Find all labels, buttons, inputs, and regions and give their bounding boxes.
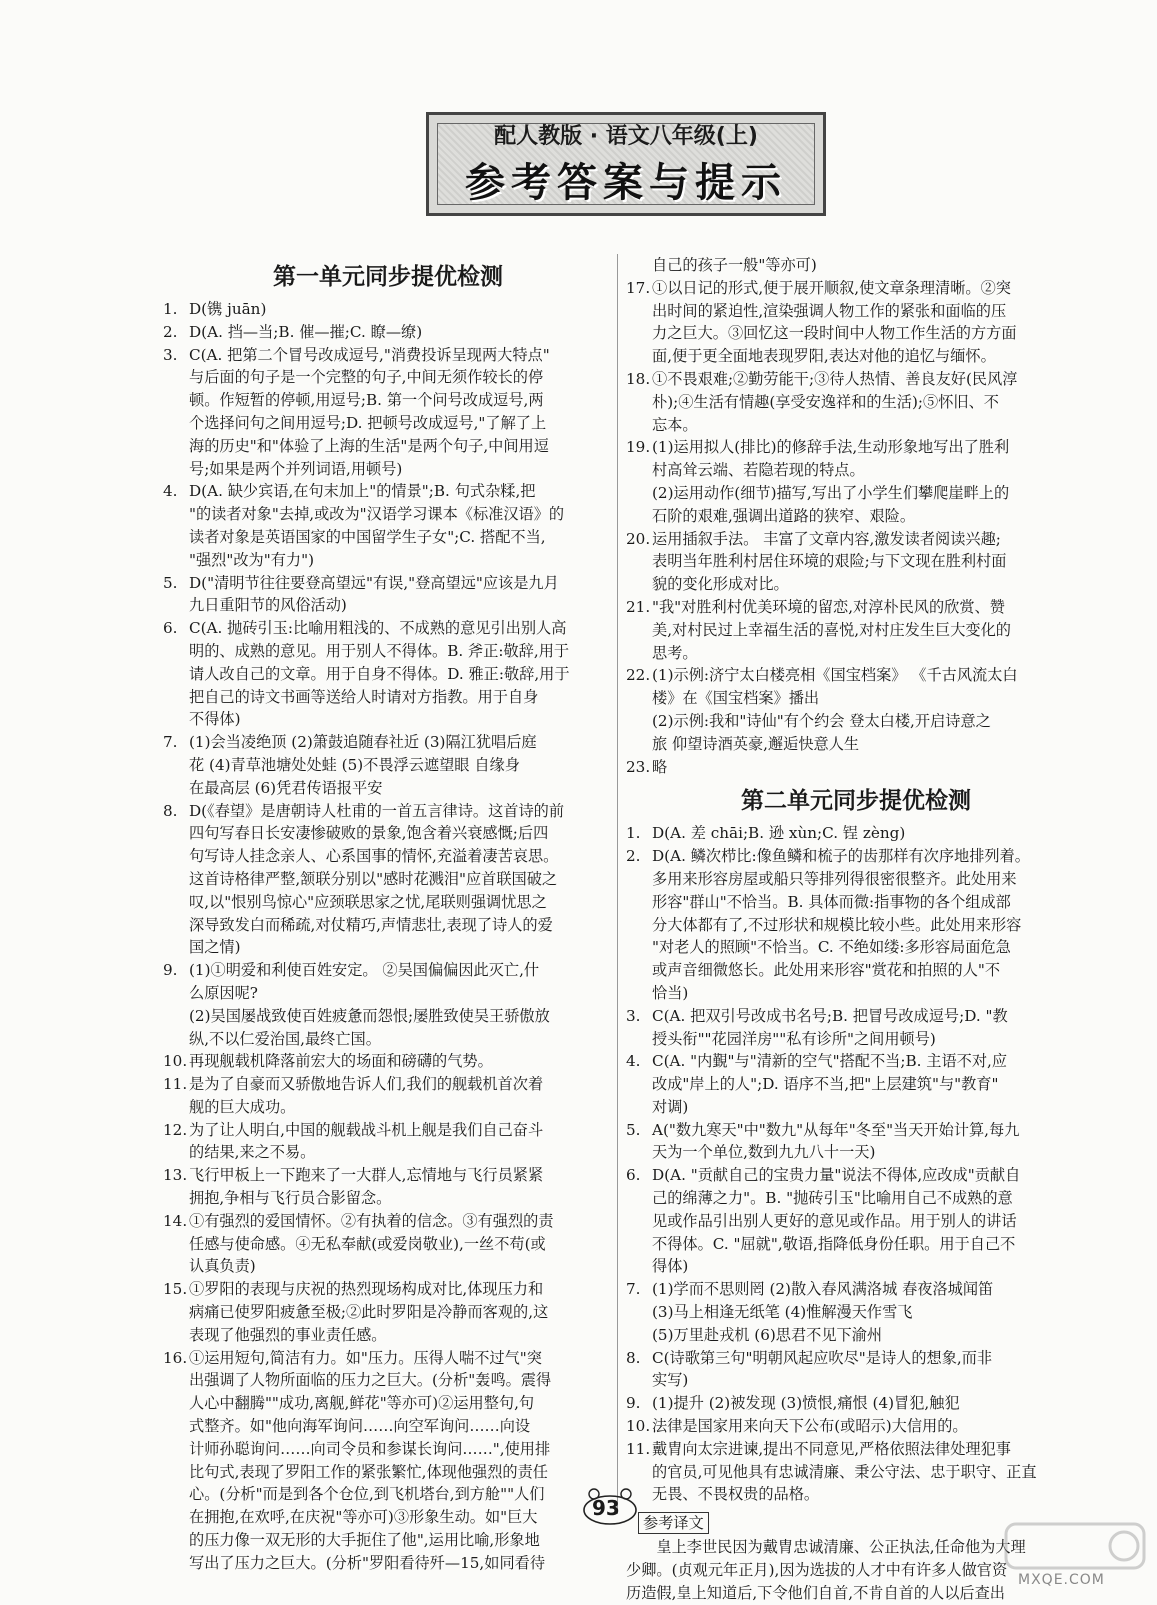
answer-item	[163, 1119, 613, 1165]
answer-number: 10.	[626, 1417, 651, 1436]
answer-text: ①以日记的形式,便于展开顺叙,使文章条理清晰。②突 出时间的紧迫性,渲染强调人物工作的紧张和面临的压 力之巨大。③回忆这一段时间中人物工作生活的方方面 面,便于更全面地表现罗阳,表达对他的追忆与缅怀。	[652, 278, 1017, 366]
answer-number: 14.	[163, 1211, 188, 1230]
answer-number: 12.	[163, 1120, 188, 1139]
answer-text: (1)①明爱和利使百姓安定。 ②吴国偏偏因此灭亡,什 么原因呢? (2)吴国屡战致使百姓疲惫而怨恨;屡胜致使吴王骄傲放 纵,不以仁爱治国,最终亡国。	[189, 961, 550, 1048]
answer-text: 为了让人明白,中国的舰载战斗机上舰是我们自己奋斗 的结果,来之不易。	[189, 1120, 544, 1162]
answer-item	[626, 528, 1086, 596]
answer-text: ①有强烈的爱国情怀。②有执着的信念。③有强烈的责 任感与使命感。④无私奉献(或爱岗敬业),一丝不苟(或 认真负责)	[189, 1211, 554, 1276]
answer-item	[626, 1005, 1086, 1051]
answer-item	[163, 344, 613, 481]
section-title-unit-2: 第二单元同步提优检测	[741, 788, 971, 815]
answer-item	[163, 1347, 613, 1575]
section-title-unit-1: 第一单元同步提优检测	[273, 264, 503, 290]
answer-text: D(镌 juān)	[189, 300, 267, 318]
answer-item	[626, 1392, 1086, 1415]
answer-number: 3.	[626, 1006, 641, 1025]
answer-number: 17.	[626, 278, 651, 297]
answer-text: A("数九寒天"中"数九"从每年"冬至"当天开始计算,每九 天为一个单位,数到九九八十一天)	[652, 1120, 1020, 1162]
answer-item	[626, 1438, 1086, 1506]
edition-subtitle: 配人教版 · 语文八年级(上)	[494, 124, 758, 149]
answer-item	[626, 1415, 1086, 1438]
answer-item	[626, 845, 1086, 1005]
answer-item	[163, 731, 613, 799]
answer-list-unit-1-cont	[626, 277, 1086, 779]
answer-text: (1)运用拟人(排比)的修辞手法,生动形象地写出了胜利 村高耸云端、若隐若现的特点。 (2)运用动作(细节)描写,写出了小学生们攀爬崖畔上的 石阶的艰难,强调出道路的狭窄、艰险。	[652, 438, 1010, 525]
left-column	[163, 254, 613, 1575]
answer-item	[163, 1210, 613, 1278]
answer-text: C(A. 把第二个冒号改成逗号,"消费投诉呈现两大特点" 与后面的句子是一个完整的句子,中间无须作较长的停 顿。作短暂的停顿,用逗号;B. 第一个问号改成逗号,两 个选择问句之间用逗号;D. 把顿号改成逗号,"了解了上 海的历史"和"体验了上海的生活"是两个句子,中间用逗 号;如果是两个并列词语,用顿号)	[189, 345, 550, 478]
answer-number: 16.	[163, 1348, 188, 1367]
answer-item	[163, 321, 613, 344]
answer-number: 13.	[163, 1166, 188, 1185]
watermark-text: MXQE.COM	[1018, 1572, 1105, 1588]
answer-number: 1.	[626, 824, 641, 843]
answer-item	[626, 1164, 1086, 1278]
answer-item	[626, 822, 1086, 845]
answer-item	[163, 1278, 613, 1346]
answer-number: 7.	[163, 733, 178, 752]
continuation-text: 自己的孩子一般"等亦可)	[652, 256, 817, 274]
answer-text: 再现舰载机降落前宏大的场面和磅礴的气势。	[189, 1052, 493, 1071]
answer-number: 4.	[626, 1052, 641, 1071]
answer-text: 略	[652, 757, 668, 776]
answer-number: 8.	[626, 1348, 641, 1367]
answer-item	[163, 800, 613, 960]
answer-item	[626, 1119, 1086, 1165]
answer-item	[163, 959, 613, 1050]
answer-number: 11.	[163, 1075, 188, 1094]
column-divider	[617, 254, 618, 1514]
answer-text: (1)示例:济宁太白楼亮相《国宝档案》 《千古风流太白 楼》在《国宝档案》播出 (2)示例:我和"诗仙"有个约会 登太白楼,开启诗意之 旅 仰望诗酒英豪,邂逅快意人生	[652, 666, 1018, 753]
answer-number: 2.	[626, 847, 641, 866]
answer-item	[163, 480, 613, 571]
answer-list-unit-1	[163, 298, 613, 1575]
answer-number: 6.	[163, 619, 178, 638]
answer-number: 2.	[163, 322, 178, 341]
answer-item	[626, 596, 1086, 664]
answer-text: D(A. 差 chāi;B. 逊 xùn;C. 锃 zèng)	[652, 824, 906, 843]
answer-text: D(A. "贡献自己的宝贵力量"说法不得体,应改成"贡献自 己的绵薄之力"。B. "抛砖引玉"比喻用自己不成熟的意 见或作品引出别人更好的意见或作品。用于别人的讲话 不得体。C. "屈就",敬语,指降低身份任职。用于自己不 得体)	[652, 1166, 1021, 1276]
answer-text: C(A. 抛砖引玉:比喻用粗浅的、不成熟的意见引出别人高 明的、成熟的意见。用于别人不得体。B. 斧正:敬辞,用于 请人改自己的文章。用于自身不得体。D. 雅正:敬辞,用于 把自己的诗文书画等送给人时请对方指教。用于自身 不得体)	[189, 619, 570, 729]
answer-text: (1)提升 (2)被发现 (3)愤恨,痛恨 (4)冒犯,触犯	[652, 1394, 960, 1413]
right-column	[626, 254, 1086, 1605]
answer-item	[626, 1347, 1086, 1393]
answer-item	[626, 277, 1086, 368]
answer-text: 飞行甲板上一下跑来了一大群人,忘情地与飞行员紧紧 拥抱,争相与飞行员合影留念。	[189, 1166, 544, 1208]
answer-text: ①不畏艰难;②勤劳能干;③待人热情、善良友好(民风淳 朴);④生活有情趣(享受安逸祥和的生活);⑤怀旧、不 忘本。	[652, 369, 1018, 434]
reference-translation-text: 皇上李世民因为戴胄忠诚清廉、公正执法,任命他为大理 少卿。(贞观元年正月),因为选拔的人才中有许多人做官资 历造假,皇上知道后,下令他们自首,不肯自首的人以后查出	[626, 1538, 1026, 1602]
answer-number: 8.	[163, 801, 178, 820]
answer-item	[163, 1050, 613, 1073]
answer-number: 19.	[626, 438, 651, 457]
answer-text: ①罗阳的表现与庆祝的热烈现场构成对比,体现压力和 病痛已使罗阳疲惫至极;②此时罗阳是冷静而客观的,这 表现了他强烈的事业责任感。	[189, 1280, 549, 1344]
answer-number: 3.	[163, 345, 178, 364]
answer-number: 5.	[163, 573, 178, 592]
answer-item	[626, 664, 1086, 755]
answer-number: 7.	[626, 1280, 641, 1299]
answer-number: 23.	[626, 757, 651, 776]
answer-text: 是为了自豪而又骄傲地告诉人们,我们的舰载机首次着 舰的巨大成功。	[189, 1075, 544, 1116]
answer-text: D("清明节往往要登高望远"有误,"登高望远"应该是九月 九日重阳节的风俗活动)	[189, 573, 559, 615]
answer-text: D(A. 缺少宾语,在句末加上"的情景";B. 句式杂糅,把 "的读者对象"去掉,或改为"汉语学习课本《标准汉语》的 读者对象是英语国家的中国留学生子女";C. 搭配不当, "强烈"改为"有力")	[189, 482, 565, 569]
answer-item	[163, 298, 613, 321]
reference-translation-label: 参考译文	[638, 1512, 709, 1534]
page-number: 93	[592, 1496, 620, 1520]
answer-item	[626, 1050, 1086, 1118]
answer-text: 戴胄向太宗进谏,提出不同意见,严格依照法律处理犯事 的官员,可见他具有忠诚清廉、秉公守法、忠于职守、正直 无畏、不畏权贵的品格。	[652, 1439, 1037, 1504]
answer-item	[163, 572, 613, 618]
answer-number: 5.	[626, 1120, 641, 1139]
answer-item	[163, 617, 613, 731]
answer-text: C(A. 把双引号改成书名号;B. 把冒号改成逗号;D. "教 授头衔""花园洋房""私有诊所"之间用顿号)	[652, 1006, 1008, 1048]
answer-text: C(A. "内覲"与"清新的空气"搭配不当;B. 主语不对,应 改成"岸上的人";D. 语序不当,把"上层建筑"与"教育" 对调)	[652, 1052, 1008, 1116]
answer-number: 6.	[626, 1166, 641, 1185]
answer-number: 21.	[626, 597, 651, 616]
answer-item	[626, 368, 1086, 436]
answer-item	[626, 1278, 1086, 1346]
answer-number: 10.	[163, 1052, 188, 1071]
answer-number: 15.	[163, 1280, 188, 1299]
answer-item	[163, 1164, 613, 1210]
answer-text: 法律是国家用来向天下公布(或昭示)大信用的。	[652, 1417, 968, 1436]
answer-number: 18.	[626, 369, 651, 388]
answer-number: 9.	[163, 961, 178, 980]
answer-text: (1)学而不思则罔 (2)散入春风满洛城 春夜洛城闻笛 (3)马上相逢无纸笔 (4)惟解漫天作雪飞 (5)万里赴戎机 (6)思君不见下渝州	[652, 1280, 994, 1344]
answer-number: 4.	[163, 482, 178, 501]
answer-item	[626, 436, 1086, 527]
answer-item	[626, 756, 1086, 779]
answer-number: 11.	[626, 1439, 651, 1458]
answer-number: 22.	[626, 666, 651, 685]
answer-item	[163, 1073, 613, 1119]
answer-text: (1)会当凌绝顶 (2)箫鼓追随春社近 (3)隔江犹唱后庭 花 (4)青草池塘处处蛙 (5)不畏浮云遮望眼 自缘身 在最高层 (6)凭君传语报平安	[189, 733, 537, 797]
answer-number: 9.	[626, 1394, 641, 1413]
answer-number: 1.	[163, 300, 178, 318]
answer-text: D(《春望》是唐朝诗人杜甫的一首五言律诗。这首诗的前 四句写春日长安凄惨破败的景象,饱含着兴衰感慨;后四 句写诗人挂念亲人、心系国事的情怀,充溢着凄苦哀思。 这首诗格律严整,颔联分别以"感时花溅泪"应首联国破之 叹,以"恨别鸟惊心"应颈联思家之忧,尾联则强调忧思之 深导致发白而稀疏,对仗精巧,声情悲壮,表现了诗人的爱 国之情)	[189, 801, 565, 957]
page-title: 参考答案与提示	[465, 160, 787, 206]
answer-number: 20.	[626, 529, 651, 548]
answer-text: "我"对胜利村优美环境的留恋,对淳朴民风的欣赏、赞 美,对村民过上幸福生活的喜悦,对村庄发生巨大变化的 思考。	[652, 597, 1011, 662]
answer-text: ①运用短句,简洁有力。如"压力。压得人喘不过气"突 出强调了人物所面临的压力之巨大。(分析"轰鸣。震得 人心中翻腾""成功,离舰,鲜花"等亦可)②运用整句,句 式整齐。如"他向海军询问……向空军询问……向设 计师孙聪询问……向司令员和参谋长询问……",使用排 比句式,表现了罗阳工作的紧张繁忙,体现他强烈的责任 心。(分析"而是到各个仓位,到飞机塔台,到方舱""人们 在拥抱,在欢呼,在庆祝"等亦可)③形象生动。如"巨大 的压力像一双无形的大手扼住了他",运用比喻,形象地 写出了压力之巨大。(分析"罗阳看待歼—15,如同看待	[189, 1348, 552, 1572]
header-banner	[426, 112, 826, 216]
answer-list-unit-2	[626, 822, 1086, 1506]
answer-text: C(诗歌第三句"明朝风起应吹尽"是诗人的想象,而非 实写)	[652, 1348, 993, 1390]
answer-text: D(A. 挡—当;B. 催—摧;C. 瞭—缭)	[189, 322, 423, 341]
answer-text: 运用插叙手法。 丰富了文章内容,激发读者阅读兴趣; 表明当年胜利村居住环境的艰险;与下文现在胜利村面 貌的变化形成对比。	[652, 529, 1007, 594]
answer-text: D(A. 鳞次栉比:像鱼鳞和梳子的齿那样有次序地排列着。 多用来形容房屋或船只等排列得很密很整齐。此处用来 形容"群山"不恰当。B. 具体而微:指事物的各个组成部 分大体都有了,不过形状和规模比较小些。此处用来形容 "对老人的照顾"不恰当。C. 不绝如缕:多形容局面危急 或声音细微悠长。此处用来形容"赏花和拍照的人"不 恰当)	[652, 847, 1030, 1002]
